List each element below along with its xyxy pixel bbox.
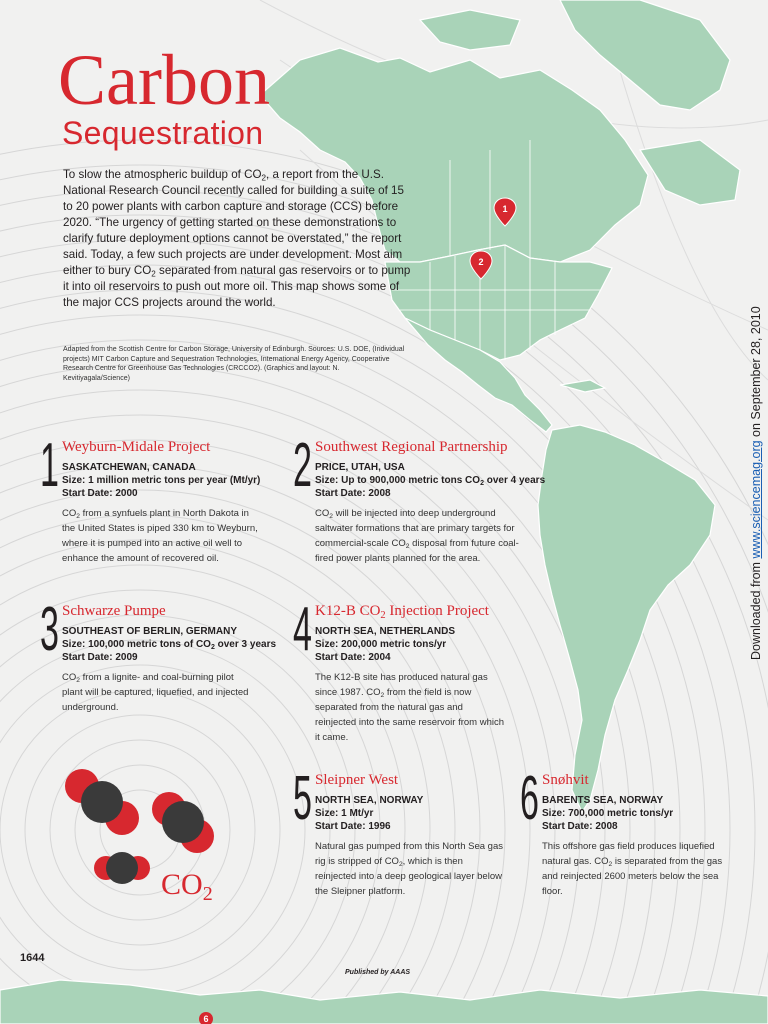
download-note: Downloaded from www.sciencemag.org on September 28, 2010: [749, 306, 763, 660]
source-credit: Adapted from the Scottish Centre for Carbon Storage, University of Edinburgh. Sources: U.S. DOE, (Individual projects) MIT Carbon Capture and Sequestration Technologies, International Energy Agency, Cooperative Research Centre for Greenhouse Gas Technologies (CRCCO2). (Graphics and layout: N. Kevitiyagala/Science): [63, 346, 405, 382]
project-location: PRICE, UTAH, USA: [315, 462, 405, 473]
project-start-date: Start Date: 2008: [542, 821, 618, 832]
project-description: $CO_2$ from a lignite- and coal-burning pilot plant will be captured, liquefied, and injected underground.: [62, 672, 249, 713]
project-name: K12-B $CO_2$ Injection Project: [315, 603, 489, 622]
publisher-note: Published by AAAS: [345, 969, 411, 976]
project-location: SASKATCHEWAN, CANADA: [62, 462, 196, 473]
page-number: 1644: [20, 952, 45, 964]
project-description: Natural gas pumped from this North Sea gas rig is stripped of $CO_2$, which is then reinjected into a deep geological layer below the Sleipner platform.: [315, 841, 503, 897]
co2-molecule-icon: [65, 769, 214, 884]
project-size: Size: 1 million metric tons per year (Mt/yr): [62, 475, 261, 486]
project-name: Snøhvit: [542, 772, 589, 788]
sciencemag-link[interactable]: www.sciencemag.org: [749, 440, 763, 559]
project-description: $CO_2$ will be injected into deep underground saltwater formations that are primary targets for commercial-scale $CO_2$ disposal from future coal-fired power plants planned for the area.: [315, 508, 519, 564]
project-start-date: Start Date: 2008: [315, 488, 391, 499]
map-pin-label: 1: [502, 204, 508, 214]
project-size: Size: Up to 900,000 metric tons $CO_2$ over 4 years: [315, 475, 546, 488]
project-number: 1: [40, 431, 59, 500]
project-size: Size: 100,000 metric tons of $CO_2$ over 3 years: [62, 639, 277, 652]
project-number: 3: [40, 595, 59, 664]
project-location: SOUTHEAST OF BERLIN, GERMANY: [62, 626, 238, 637]
project-name: Schwarze Pumpe: [62, 603, 166, 619]
project-name: Sleipner West: [315, 772, 399, 788]
project-description: The K12-B site has produced natural gas since 1987. $CO_2$ from the field is now separated from the natural gas and reinjected into the same reservoir from which it came.: [315, 672, 505, 743]
intro-paragraph: To slow the atmospheric buildup of $CO_2$, a report from the U.S. National Research Council recently called for building a suite of 15 to 20 power plants with carbon capture and storage (CCS) before 2020. “The urgency of getting started on these demonstrations to clarify future deployment options cannot be overstated,” the report said. Today, a few such projects are under development. Most aim either to bury $CO_2$ separated from natural gas reservoirs or to pump it into oil reservoirs to push out more oil. This map shows some of the major CCS projects around the world.: [63, 168, 411, 309]
map-pin-label: 6: [203, 1014, 209, 1024]
project-start-date: Start Date: 2000: [62, 488, 138, 499]
project-location: NORTH SEA, NORWAY: [315, 795, 424, 806]
project-number: 6: [520, 764, 539, 833]
project-number: 4: [293, 595, 312, 664]
project-description: This offshore gas field produces liquefied natural gas. $CO_2$ is separated from the gas and reinjected 2600 meters below the sea floor.: [542, 841, 723, 897]
project-start-date: Start Date: 2004: [315, 652, 391, 663]
project-start-date: Start Date: 2009: [62, 652, 138, 663]
project-number: 2: [293, 431, 312, 500]
project-number: 5: [293, 764, 312, 833]
project-name: Southwest Regional Partnership: [315, 439, 508, 455]
map-pin-label: 2: [478, 257, 484, 267]
project-location: BARENTS SEA, NORWAY: [542, 795, 664, 806]
project-description: $CO_2$ from a synfuels plant in North Dakota in the United States is piped 330 km to Weyburn, where it is pumped into an active oil well to enhance the amount of recovered oil.: [62, 508, 258, 564]
project-start-date: Start Date: 1996: [315, 821, 391, 832]
project-size: Size: 1 Mt/yr: [315, 808, 374, 819]
page-title: Carbon: [58, 40, 270, 120]
project-size: Size: 700,000 metric tons/yr: [542, 808, 674, 819]
project-size: Size: 200,000 metric tons/yr: [315, 639, 447, 650]
page-subtitle: Sequestration: [62, 115, 264, 151]
project-location: NORTH SEA, NETHERLANDS: [315, 626, 456, 637]
project-name: Weyburn-Midale Project: [62, 439, 211, 455]
co2-molecule-label: $CO_2$: [161, 868, 213, 905]
